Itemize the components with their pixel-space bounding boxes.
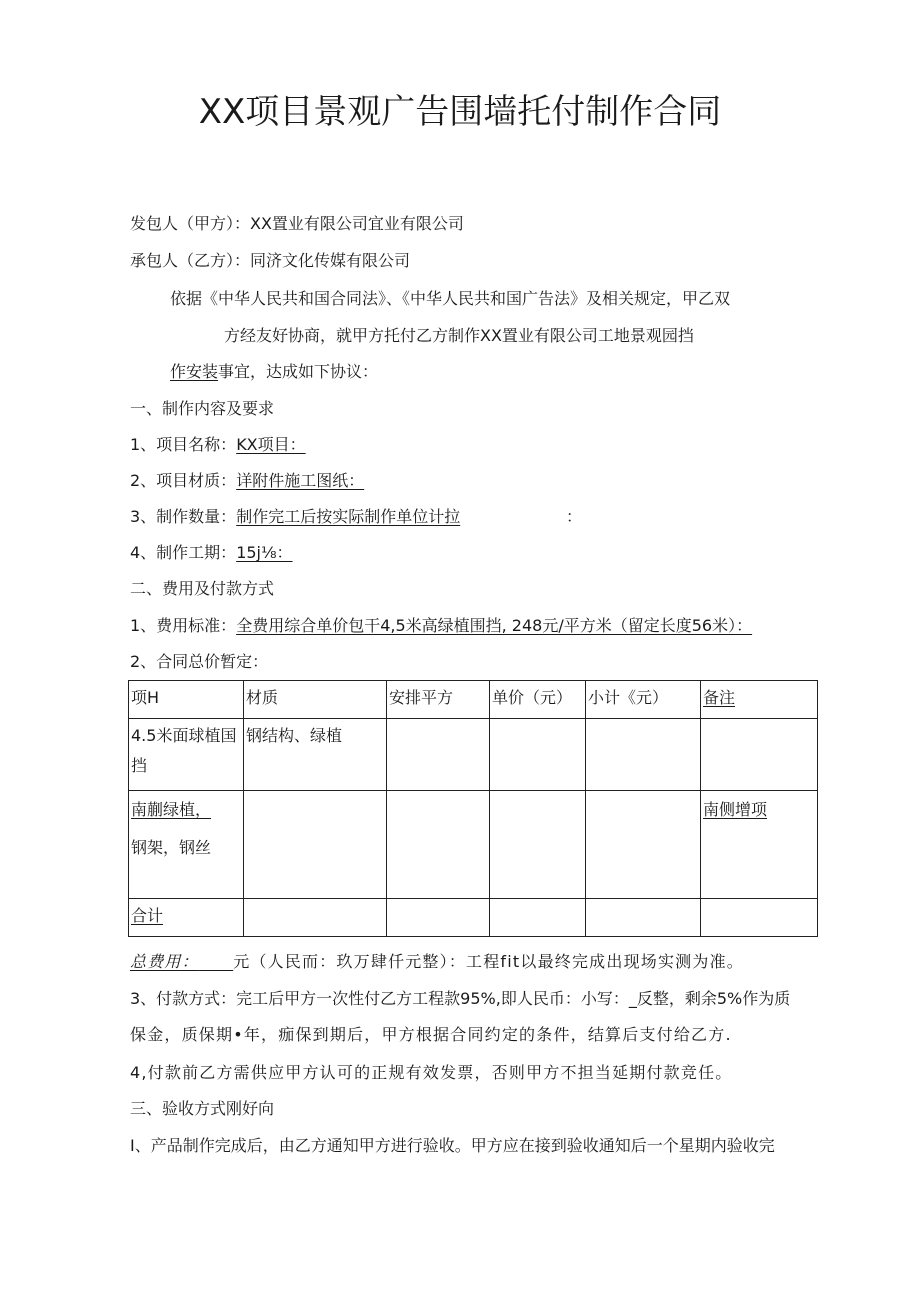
item-project-name: [130, 434, 306, 456]
item-label: 3、制作数量：: [130, 507, 237, 526]
row1-note: [701, 719, 818, 791]
total-row-subtotal: [586, 899, 701, 937]
row1-item-line2: 挡: [131, 756, 148, 775]
header-subtotal: 小计《元）: [586, 681, 701, 719]
row1-area: [387, 719, 490, 791]
item-duration: [130, 542, 293, 564]
header-note-text: 备注: [703, 688, 736, 707]
contract-total-label: 2、合同总价暂定：: [130, 652, 269, 671]
item-label: 2、项目材质：: [130, 471, 237, 490]
item-label: 1、项目名称：: [130, 435, 237, 454]
total-row-text: 合计: [131, 906, 164, 925]
row1-subtotal: [586, 719, 701, 791]
document-title: XX项目景观广告围墙托付制作合同: [198, 92, 722, 132]
item-value: KX项目：: [236, 435, 306, 454]
header-item: 项H: [129, 681, 244, 719]
section-3-heading: 三、验收方式刚好向: [130, 1099, 275, 1118]
table-row: [129, 791, 818, 899]
table-total-row: [129, 899, 818, 937]
section-2-heading: 二、费用及付款方式: [130, 579, 275, 598]
preamble-line-3: [170, 361, 378, 383]
total-fee-blank: [199, 952, 233, 971]
row1-material: 钢结构、绿植: [244, 719, 387, 791]
row2-subtotal: [586, 791, 701, 899]
fee-standard: [130, 615, 752, 637]
item-quantity: [130, 506, 460, 528]
fee-label: 1、费用标准：: [130, 616, 237, 635]
item-value: 制作完工后按实际制作单位计拉: [236, 507, 461, 526]
header-material: 材质: [244, 681, 387, 719]
preamble-line-1: 依据《中华人民共和国合同法》、《中华人民共和国广告法》及相关规定，甲乙双: [170, 289, 731, 308]
fee-value: 全费用综合单价包干4,5米高绿植围挡, 248元/平方米（留定长度56米）：: [236, 616, 753, 635]
row2-area: [387, 791, 490, 899]
payment-line-2: 保金，质保期•年，痂保到期后，甲方根据合同约定的条件，结算后支付给乙方.: [130, 1025, 732, 1044]
row2-item: [129, 791, 244, 899]
total-row-label: [129, 899, 244, 937]
item-label: 4、制作工期：: [130, 543, 237, 562]
row2-material: [244, 791, 387, 899]
item-value: 详附件施工图纸：: [236, 471, 365, 490]
payment-line-1: 3、付款方式：完工后甲方一次性付乙方工程款95%,即人民币：小写：_反整，剩余5%作为质: [130, 989, 791, 1008]
total-fee-line: [130, 951, 744, 973]
header-unit-price: 单价（元）: [490, 681, 586, 719]
total-row-note: [701, 899, 818, 937]
preamble-line-2: 方经友好协商，就甲方托付乙方制作XX置业有限公司工地景观园挡: [224, 326, 694, 345]
header-area: 安排平方: [387, 681, 490, 719]
total-row-area: [387, 899, 490, 937]
party-b-line: 承包人（乙方）：同济文化传媒有限公司: [130, 251, 411, 270]
total-row-material: [244, 899, 387, 937]
party-a-line: 发包人（甲方）：XX置业有限公司宜业有限公司: [130, 214, 464, 233]
table-row: [129, 719, 818, 791]
preamble-line-3-rest: 事宜，达成如下协议：: [218, 362, 379, 381]
section-1-heading: 一、制作内容及要求: [130, 399, 275, 418]
total-fee-label: 总费用：: [130, 952, 199, 971]
row2-note: [701, 791, 818, 899]
total-row-unit-price: [490, 899, 586, 937]
row2-item-line1: 南蒯绿植，: [131, 800, 212, 819]
item-quantity-tail: ：: [566, 507, 583, 526]
cost-table: [128, 680, 818, 937]
row2-unit-price: [490, 791, 586, 899]
acceptance-line-1: I、产品制作完成后，由乙方通知甲方进行验收。甲方应在接到验收通知后一个星期内验收完: [130, 1136, 775, 1155]
invoice-line: 4,付款前乙方需供应甲方认可的正规有效发票，否则甲方不担当延期付款竞任。: [130, 1063, 733, 1082]
row2-note-text: 南侧增项: [703, 800, 768, 819]
table-header-row: [129, 681, 818, 719]
header-note: [701, 681, 818, 719]
row2-item-line2: 钢架，钢丝: [131, 838, 212, 857]
total-fee-rest: 元（人民而：玖万肆仟元整）：工程fit以最终完成出现场实测为准。: [233, 952, 744, 971]
item-value: 15j⅛：: [236, 543, 293, 562]
row1-item-line1: 4.5米面球植国: [131, 726, 237, 745]
underlined-phrase: 作安装: [170, 362, 219, 381]
row1-item: [129, 719, 244, 791]
item-material: [130, 470, 364, 492]
row1-unit-price: [490, 719, 586, 791]
